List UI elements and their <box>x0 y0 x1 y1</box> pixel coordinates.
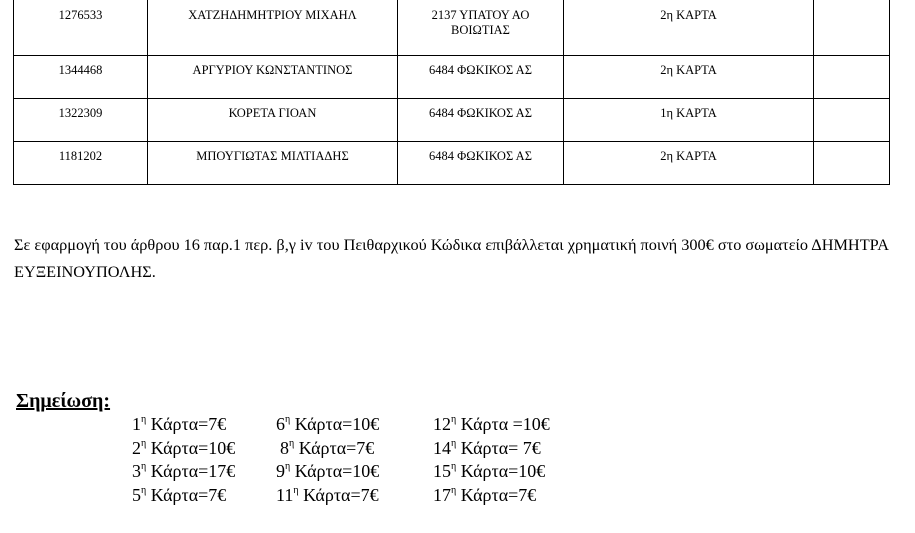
card-fee-line: $14^\eta$ Κάρτα= 7€ <box>433 437 541 458</box>
card-fee-line: $5^\eta$ Κάρτα=7€ <box>132 484 227 505</box>
extra-cell <box>814 99 890 142</box>
table-row <box>14 142 890 185</box>
card-fee-line: $12^\eta$ Κάρτα =10€ <box>433 414 550 434</box>
extra-cell <box>814 56 890 99</box>
table-row <box>14 99 890 142</box>
player-id-cell: 1344468 <box>14 56 148 99</box>
card-fee-line: $11^\eta$ Κάρτα=7€ <box>276 484 379 505</box>
card-fee-line: $6^\eta$ Κάρτα=10€ <box>276 414 380 434</box>
player-name-cell: ΜΠΟΥΓΙΩΤΑΣ ΜΙΛΤΙΑΔΗΣ <box>148 142 398 185</box>
club-cell: 2137 ΥΠΑΤΟΥ ΑΟ ΒΟΙΩΤΙΑΣ <box>398 0 564 56</box>
note-title: Σημείωση: <box>16 390 111 412</box>
extra-cell <box>814 0 890 56</box>
player-id-cell: 1181202 <box>14 142 148 185</box>
card-fee-line: $17^\eta$ Κάρτα=7€ <box>433 484 537 505</box>
player-id-cell: 1322309 <box>14 99 148 142</box>
card-fee-line: $9^\eta$ Κάρτα=10€ <box>276 461 380 481</box>
player-name-cell: ΚΟΡΕΤΑ ΓΙΟΑΝ <box>148 99 398 142</box>
card-fee-line: $3^\eta$ Κάρτα=17€ <box>132 461 236 481</box>
card-fee-line: $2^\eta$ Κάρτα=10€ <box>132 437 236 458</box>
note-column-2 <box>274 413 379 507</box>
table-row <box>14 56 890 99</box>
card-fee-line: $15^\eta$ Κάρτα=10€ <box>433 461 546 481</box>
card-fee-line: $1^\eta$ Κάρτα=7€ <box>132 414 227 434</box>
player-name-cell: ΧΑΤΖΗΔΗΜΗΤΡΙΟΥ ΜΙΧΑΗΛ <box>148 0 398 56</box>
player-name-cell: ΑΡΓΥΡΙΟΥ ΚΩΝΣΤΑΝΤΙΝΟΣ <box>148 56 398 99</box>
card-cell: 1η ΚΑΡΤΑ <box>564 99 814 142</box>
card-cell: 2η ΚΑΡΤΑ <box>564 56 814 99</box>
note-column-1 <box>132 413 235 507</box>
penalty-paragraph: Σε εφαρμογή του άρθρου 16 παρ.1 περ. β,γ iv του Πειθαρχικού Κώδικα επιβάλλεται χρηματική ποινή 300€ στο σωματείο ΔΗΜΗΤΡΑ ΕΥΞΕΙΝΟΥΠΟΛΗΣ. <box>14 235 889 281</box>
card-cell: 2η ΚΑΡΤΑ <box>564 0 814 56</box>
card-fee-line: $8^\eta$ Κάρτα=7€ <box>280 437 375 458</box>
note-column-3 <box>433 413 550 507</box>
card-cell: 2η ΚΑΡΤΑ <box>564 142 814 185</box>
club-cell: 6484 ΦΩΚΙΚΟΣ ΑΣ <box>398 99 564 142</box>
player-id-cell: 1276533 <box>14 0 148 56</box>
players-cards-table <box>13 0 890 185</box>
extra-cell <box>814 142 890 185</box>
club-cell: 6484 ΦΩΚΙΚΟΣ ΑΣ <box>398 142 564 185</box>
club-cell: 6484 ΦΩΚΙΚΟΣ ΑΣ <box>398 56 564 99</box>
table-row <box>14 0 890 56</box>
